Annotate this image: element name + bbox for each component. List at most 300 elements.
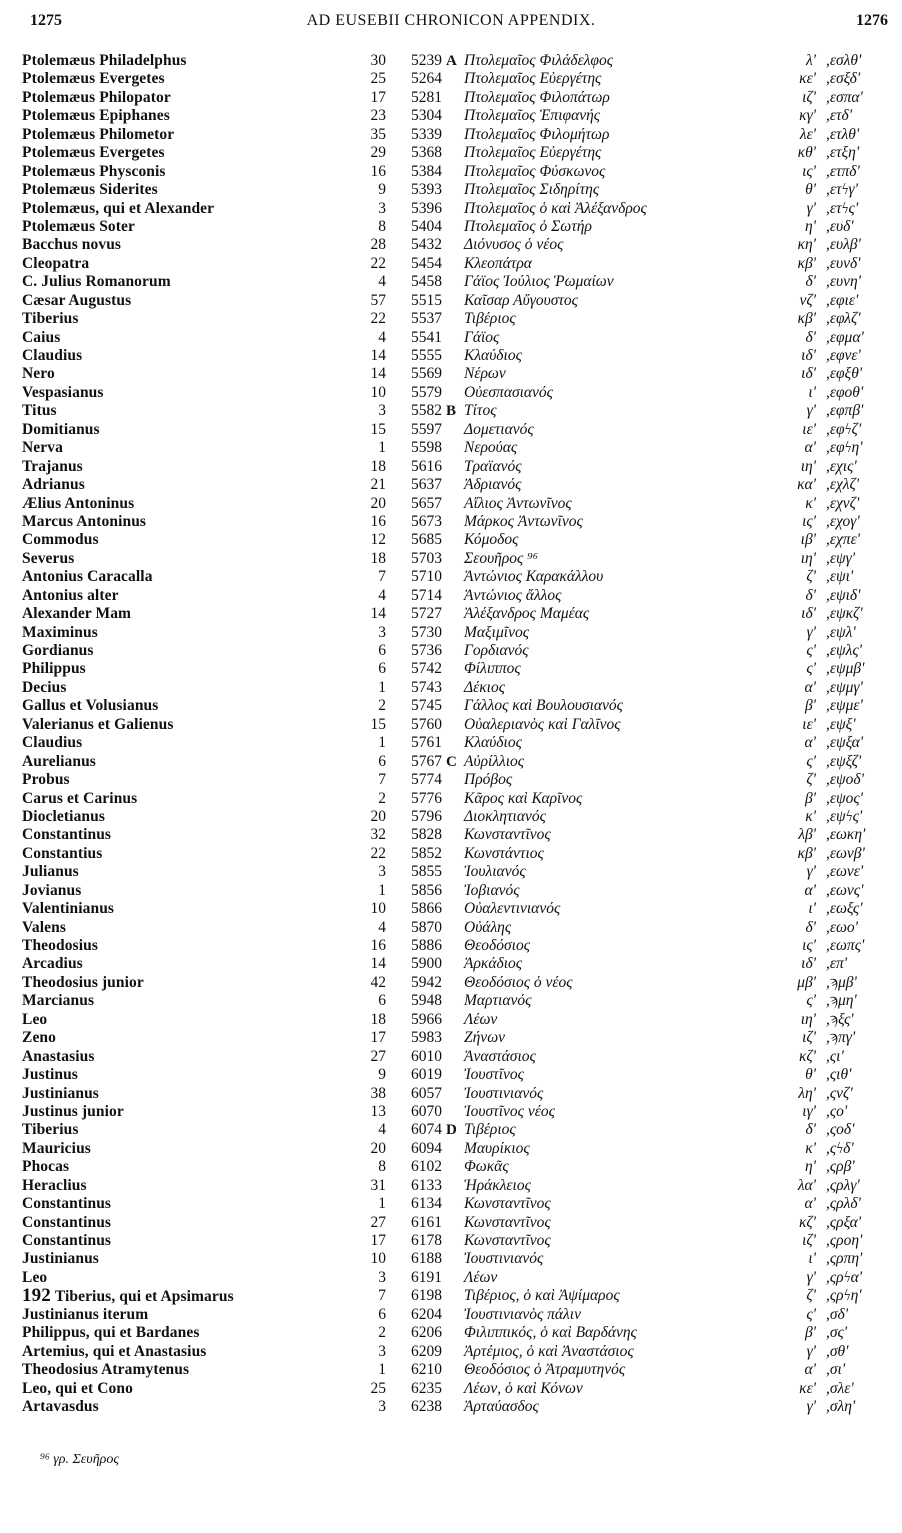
greek-reign-years: ιδ': [801, 365, 816, 383]
greek-ruler-name: Πτολεμαῖος ὁ Σωτήρ: [464, 217, 592, 235]
reign-years: 16: [370, 162, 386, 180]
table-row: [0, 955, 902, 973]
greek-reign-years: μβ': [797, 973, 816, 991]
greek-anno-mundi: ,εφνε': [826, 347, 861, 364]
anno-mundi: 5761: [411, 734, 442, 752]
greek-anno-mundi: ,ςι': [826, 1047, 844, 1065]
table-row: [0, 697, 902, 715]
greek-ruler-name: Πτολεμαῖος Φιλοπάτωρ: [464, 88, 610, 106]
latin-ruler-name: Gallus et Volusianus: [22, 697, 159, 715]
greek-ruler-name: Ἀντώνιος ἄλλος: [464, 586, 562, 604]
latin-ruler-name: Philippus: [22, 660, 86, 678]
anno-mundi: 6134: [411, 1195, 442, 1213]
greek-ruler-name: Ἀλέξανδρος Μαμέας: [464, 605, 590, 623]
latin-ruler-name: Titus: [22, 402, 57, 420]
greek-anno-mundi: ,εψξζ': [826, 752, 862, 770]
reign-years: 31: [370, 1176, 386, 1194]
greek-ruler-name: Πτολεμαῖος Φύσκωνος: [464, 162, 606, 180]
latin-ruler-name: Caius: [22, 328, 61, 346]
table-row: [0, 384, 902, 402]
greek-anno-mundi: ,εωκη': [826, 826, 866, 844]
table-row: [0, 402, 902, 420]
section-mark: C: [446, 753, 457, 770]
table-row: [0, 1398, 902, 1416]
anno-mundi: 6191: [411, 1268, 442, 1286]
greek-anno-mundi: ,ετξη': [826, 144, 860, 162]
anno-mundi: 5404: [411, 217, 442, 235]
latin-ruler-name: Claudius: [22, 734, 83, 752]
table-row: [0, 458, 902, 476]
anno-mundi: 5597: [411, 420, 442, 438]
table-row: [0, 753, 902, 771]
reign-years: 1: [378, 734, 386, 752]
greek-reign-years: β': [804, 697, 816, 715]
latin-ruler-name: Theodosius: [22, 937, 98, 954]
latin-ruler-name: Ptolemæus Evergetes: [22, 70, 165, 88]
greek-ruler-name: Κωνστάντιος: [464, 844, 544, 862]
anno-mundi: 5657: [411, 494, 442, 512]
greek-anno-mundi: ,εωνβ': [826, 844, 865, 862]
anno-mundi: 6094: [411, 1139, 442, 1157]
greek-ruler-name: Θεοδόσιος ὁ νέος: [464, 973, 573, 991]
greek-anno-mundi: ,εψος': [826, 789, 863, 807]
latin-ruler-name: Cæsar Augustus: [22, 291, 132, 309]
greek-reign-years: α': [804, 1195, 816, 1213]
reign-years: 7: [378, 1287, 386, 1305]
greek-anno-mundi: ,εχις': [826, 457, 857, 475]
anno-mundi: 5714: [411, 586, 442, 604]
reign-years: 27: [370, 1213, 386, 1231]
latin-ruler-name: Antonius Caracalla: [22, 568, 153, 586]
greek-ruler-name: Ἰουστινιανός: [464, 1084, 544, 1102]
greek-reign-years: ιζ': [802, 1232, 816, 1249]
greek-reign-years: ζ': [806, 771, 816, 789]
left-page-number: 1275: [30, 12, 62, 29]
greek-anno-mundi: ,ςρλγ': [826, 1176, 860, 1194]
greek-ruler-name: Φωκᾶς: [464, 1158, 509, 1176]
greek-anno-mundi: ,ςρϟη': [826, 1287, 862, 1305]
anno-mundi: 5774: [411, 771, 442, 789]
greek-ruler-name: Ἀναστάσιος: [464, 1047, 536, 1065]
greek-ruler-name: Τιβέριος: [464, 310, 516, 328]
greek-anno-mundi: ,εψμε': [826, 697, 863, 715]
latin-ruler-name: Valentinianus: [22, 900, 115, 918]
latin-ruler-name: Julianus: [22, 863, 79, 881]
greek-ruler-name: Τιβέριος: [464, 1121, 516, 1139]
table-row: [0, 200, 902, 218]
greek-ruler-name: Οὐάλης: [464, 918, 512, 936]
greek-reign-years: α': [804, 1361, 816, 1379]
greek-ruler-name: Τίτος: [464, 402, 497, 420]
greek-anno-mundi: ,εψι': [826, 568, 854, 586]
reign-years: 6: [378, 1305, 386, 1323]
greek-reign-years: κβ': [797, 254, 816, 272]
greek-ruler-name: Οὐεσπασιανός: [464, 383, 553, 401]
latin-ruler-name: Domitianus: [22, 420, 100, 438]
table-row: [0, 845, 902, 863]
anno-mundi: 5569: [411, 365, 442, 383]
anno-mundi: 5856: [411, 881, 442, 899]
greek-ruler-name: Κωνσταντῖνος: [464, 826, 551, 844]
reign-years: 17: [370, 88, 386, 106]
reign-years: 57: [370, 291, 386, 309]
greek-reign-years: β': [804, 1324, 816, 1342]
anno-mundi: 5776: [411, 789, 442, 807]
anno-mundi: 6204: [411, 1305, 442, 1323]
anno-mundi: 5304: [411, 107, 442, 125]
latin-ruler-name: Probus: [22, 771, 70, 789]
greek-reign-years: α': [804, 734, 816, 752]
latin-ruler-name: Tiberius: [22, 1121, 79, 1139]
anno-mundi: 6133: [411, 1176, 442, 1194]
table-row: [0, 181, 902, 199]
greek-reign-years: η': [804, 1158, 816, 1176]
anno-mundi: 5685: [411, 531, 442, 549]
anno-mundi: 6209: [411, 1342, 442, 1360]
anno-mundi: 5537: [411, 310, 442, 328]
greek-ruler-name: Κόμοδος: [464, 531, 519, 549]
latin-ruler-name: Ptolemæus, qui et Alexander: [22, 199, 215, 217]
greek-anno-mundi: ,ςρϟα': [826, 1268, 863, 1286]
reign-years: 23: [370, 107, 386, 125]
table-row: [0, 476, 902, 494]
anno-mundi: 5582: [411, 402, 442, 420]
latin-ruler-name: Jovianus: [22, 881, 82, 899]
greek-anno-mundi: ,ετϟγ': [826, 181, 858, 199]
latin-ruler-name: Nerva: [22, 439, 63, 457]
reign-years: 7: [378, 771, 386, 789]
latin-ruler-name: Marcus Antoninus: [22, 512, 147, 530]
anno-mundi: 5239: [411, 52, 442, 69]
greek-ruler-name: Δομετιανός: [464, 420, 534, 438]
table-row: [0, 513, 902, 531]
greek-anno-mundi: ,εωο': [826, 918, 858, 936]
greek-anno-mundi: ,ςοδ': [826, 1121, 855, 1139]
greek-reign-years: ις': [802, 937, 816, 954]
latin-ruler-name: Valerianus et Galienus: [22, 715, 174, 733]
latin-ruler-name: Ptolemæus Philadelphus: [22, 52, 187, 69]
greek-ruler-name: Γάλλος καὶ Βουλουσιανός: [464, 697, 623, 715]
reign-years: 3: [378, 623, 386, 641]
anno-mundi: 5598: [411, 439, 442, 457]
reign-years: 18: [370, 549, 386, 567]
greek-anno-mundi: ,ϡξς': [826, 1010, 854, 1028]
reign-years: 2: [378, 789, 386, 807]
anno-mundi: 6057: [411, 1084, 442, 1102]
latin-ruler-name: Valens: [22, 918, 66, 936]
table-row: [0, 310, 902, 328]
greek-anno-mundi: ,ϡπγ': [826, 1029, 856, 1047]
greek-reign-years: κη': [797, 236, 816, 254]
table-row: [0, 70, 902, 88]
greek-ruler-name: Πτολεμαῖος Ἐπιφανής: [464, 107, 601, 125]
greek-ruler-name: Τραϊανός: [464, 457, 522, 475]
greek-ruler-name: Ἡράκλειος: [464, 1176, 531, 1194]
greek-ruler-name: Ζήνων: [464, 1029, 506, 1047]
anno-mundi: 5736: [411, 642, 442, 659]
latin-ruler-name: Justinianus iterum: [22, 1305, 149, 1323]
table-row: [0, 587, 902, 605]
greek-anno-mundi: ,εωπς': [826, 937, 865, 954]
latin-ruler-name: Diocletianus: [22, 807, 106, 825]
reign-years: 1: [378, 678, 386, 696]
reign-years: 18: [370, 1010, 386, 1028]
greek-anno-mundi: ,ετπδ': [826, 162, 860, 180]
table-row: [0, 660, 902, 678]
greek-ruler-name: Κωνσταντῖνος: [464, 1195, 551, 1213]
anno-mundi: 5730: [411, 623, 442, 641]
anno-mundi: 5541: [411, 328, 442, 346]
greek-anno-mundi: ,ςνζ': [826, 1084, 853, 1102]
latin-ruler-name: Philippus, qui et Bardanes: [22, 1324, 200, 1342]
reign-years: 32: [370, 826, 386, 844]
greek-reign-years: λβ': [798, 826, 816, 844]
table-row: [0, 218, 902, 236]
latin-ruler-name: Justinianus: [22, 1250, 99, 1268]
reign-years: 1: [378, 1361, 386, 1379]
anno-mundi: 6070: [411, 1102, 442, 1120]
reign-years: 6: [378, 992, 386, 1010]
latin-ruler-name: Constantinus: [22, 1213, 112, 1231]
greek-ruler-name: Μάρκος Ἀντωνῖνος: [464, 512, 583, 530]
anno-mundi: 6074: [411, 1121, 442, 1139]
table-row: [0, 1324, 902, 1342]
greek-reign-years: θ': [805, 1066, 816, 1084]
latin-ruler-name: Tiberius: [22, 310, 79, 328]
greek-reign-years: ι': [808, 1250, 816, 1268]
anno-mundi: 6178: [411, 1232, 442, 1249]
greek-ruler-name: Διόνυσος ὁ νέος: [464, 236, 564, 254]
greek-anno-mundi: ,εσλθ': [826, 52, 862, 69]
table-row: [0, 974, 902, 992]
reign-years: 20: [370, 494, 386, 512]
greek-anno-mundi: ,εσπα': [826, 88, 863, 106]
table-row: [0, 495, 902, 513]
anno-mundi: 5796: [411, 807, 442, 825]
anno-mundi: 6206: [411, 1324, 442, 1342]
greek-ruler-name: Μαρτιανός: [464, 992, 532, 1010]
table-row: [0, 550, 902, 568]
greek-reign-years: ιζ': [802, 88, 816, 106]
greek-ruler-name: Πτολεμαῖος Εὐεργέτης: [464, 70, 602, 88]
greek-reign-years: ιε': [802, 715, 816, 733]
greek-anno-mundi: ,ςρπη': [826, 1250, 863, 1268]
latin-ruler-name: Ptolemæus Physconis: [22, 162, 166, 180]
table-row: [0, 1140, 902, 1158]
anno-mundi: 5673: [411, 512, 442, 530]
greek-reign-years: ιζ': [802, 1029, 816, 1047]
reign-years: 9: [378, 1066, 386, 1084]
greek-reign-years: γ': [806, 1397, 816, 1415]
reign-years: 29: [370, 144, 386, 162]
latin-ruler-name: Commodus: [22, 531, 99, 549]
reign-years: 9: [378, 181, 386, 199]
greek-anno-mundi: ,ςρλδ': [826, 1195, 861, 1213]
table-row: [0, 1158, 902, 1176]
greek-ruler-name: Σεουῆρος ⁹⁶: [464, 549, 539, 567]
greek-ruler-name: Ἰουστῖνος: [464, 1066, 524, 1084]
greek-anno-mundi: ,εψμγ': [826, 678, 863, 696]
greek-reign-years: ιη': [800, 457, 816, 475]
anno-mundi: 5966: [411, 1010, 442, 1028]
table-row: [0, 421, 902, 439]
greek-ruler-name: Αὐρίλλιος: [464, 752, 525, 770]
reign-years: 17: [370, 1232, 386, 1249]
table-row: [0, 52, 902, 70]
greek-reign-years: ι': [808, 383, 816, 401]
greek-reign-years: ιε': [802, 420, 816, 438]
anno-mundi: 5432: [411, 236, 442, 254]
greek-reign-years: γ': [806, 402, 816, 420]
latin-ruler-name: C. Julius Romanorum: [22, 273, 171, 291]
greek-anno-mundi: ,εφοθ': [826, 383, 864, 401]
greek-reign-years: λε': [799, 125, 816, 143]
table-row: [0, 734, 902, 752]
anno-mundi: 5767: [411, 752, 442, 770]
greek-ruler-name: Κᾶρος καὶ Καρῖνος: [464, 789, 583, 807]
greek-reign-years: α': [804, 439, 816, 457]
latin-ruler-name: Ptolemæus Epiphanes: [22, 107, 170, 125]
anno-mundi: 5852: [411, 844, 442, 862]
greek-reign-years: λα': [797, 1176, 816, 1194]
greek-reign-years: ιη': [800, 549, 816, 567]
reign-years: 30: [370, 52, 386, 69]
greek-anno-mundi: ,ςο': [826, 1102, 848, 1120]
table-row: [0, 568, 902, 586]
table-row: [0, 1269, 902, 1287]
greek-ruler-name: Ἀρταύασδος: [464, 1397, 539, 1415]
greek-reign-years: κ': [805, 494, 816, 512]
greek-reign-years: δ': [805, 586, 816, 604]
anno-mundi: 5368: [411, 144, 442, 162]
greek-anno-mundi: ,εψμβ': [826, 660, 865, 678]
section-mark: D: [446, 1122, 457, 1139]
anno-mundi: 5515: [411, 291, 442, 309]
table-row: [0, 790, 902, 808]
table-row: [0, 439, 902, 457]
greek-anno-mundi: ,εψοδ': [826, 771, 864, 789]
reign-years: 16: [370, 512, 386, 530]
anno-mundi: 5458: [411, 273, 442, 291]
latin-ruler-name: Justinus junior: [22, 1102, 124, 1120]
greek-reign-years: ις': [802, 162, 816, 180]
latin-ruler-name: Bacchus novus: [22, 236, 122, 254]
page-title: AD EUSEBII CHRONICON APPENDIX.: [306, 12, 596, 29]
reign-years: 20: [370, 807, 386, 825]
reign-years: 7: [378, 568, 386, 586]
anno-mundi: 5900: [411, 955, 442, 973]
greek-reign-years: θ': [805, 181, 816, 199]
latin-ruler-name: Justinus: [22, 1066, 78, 1084]
greek-anno-mundi: ,εσξδ': [826, 70, 861, 88]
latin-ruler-name: Gordianus: [22, 642, 94, 659]
greek-anno-mundi: ,ςροη': [826, 1232, 863, 1249]
anno-mundi: 5555: [411, 347, 442, 364]
anno-mundi: 5703: [411, 549, 442, 567]
latin-ruler-name: Carus et Carinus: [22, 789, 138, 807]
anno-mundi: 5281: [411, 88, 442, 106]
table-row: [0, 1343, 902, 1361]
greek-ruler-name: Γάϊος: [464, 328, 500, 346]
greek-reign-years: γ': [806, 1268, 816, 1286]
table-row: [0, 624, 902, 642]
section-mark: A: [446, 53, 457, 69]
greek-anno-mundi: ,εφιε': [826, 291, 859, 309]
greek-anno-mundi: ,εφξθ': [826, 365, 863, 383]
table-row: [0, 1250, 902, 1268]
greek-reign-years: δ': [805, 918, 816, 936]
greek-ruler-name: Κλαύδιος: [464, 734, 522, 752]
greek-ruler-name: Πτολεμαῖος Φιλομήτωρ: [464, 125, 610, 143]
table-row: [0, 992, 902, 1010]
greek-anno-mundi: ,ευλβ': [826, 236, 861, 254]
greek-anno-mundi: ,εωνε': [826, 863, 864, 881]
greek-anno-mundi: ,εψξα': [826, 734, 864, 752]
anno-mundi: 5396: [411, 199, 442, 217]
greek-reign-years: η': [804, 217, 816, 235]
anno-mundi: 6019: [411, 1066, 442, 1084]
greek-reign-years: κα': [797, 476, 816, 494]
greek-reign-years: ις': [802, 512, 816, 530]
greek-ruler-name: Γάϊος Ἰούλιος Ῥωμαίων: [464, 273, 614, 291]
anno-mundi: 5637: [411, 476, 442, 494]
greek-anno-mundi: ,εφϟη': [826, 439, 863, 457]
reign-years: 14: [370, 605, 386, 623]
table-row: [0, 347, 902, 365]
greek-reign-years: ς': [806, 642, 816, 659]
latin-ruler-name: Constantinus: [22, 1232, 112, 1249]
anno-mundi: 5339: [411, 125, 442, 143]
greek-ruler-name: Νέρων: [464, 365, 506, 383]
anno-mundi: 6102: [411, 1158, 442, 1176]
anno-mundi: 5866: [411, 900, 442, 918]
greek-ruler-name: Κλεοπάτρα: [464, 254, 532, 272]
reign-years: 22: [370, 254, 386, 272]
table-row: [0, 1177, 902, 1195]
table-row: [0, 1011, 902, 1029]
latin-ruler-name: Ælius Antoninus: [22, 494, 135, 512]
reign-years: 4: [378, 918, 386, 936]
greek-ruler-name: Νερούας: [464, 439, 518, 457]
table-row: [0, 882, 902, 900]
reign-years: 21: [370, 476, 386, 494]
greek-anno-mundi: ,εψλ': [826, 623, 856, 641]
greek-ruler-name: Οὐαλεντινιανός: [464, 900, 561, 918]
greek-reign-years: κβ': [797, 310, 816, 328]
latin-ruler-name: Artavasdus: [22, 1397, 99, 1415]
reign-years: 25: [370, 70, 386, 88]
table-row: [0, 89, 902, 107]
latin-ruler-name: Alexander Mam: [22, 605, 132, 623]
reign-years: 14: [370, 955, 386, 973]
greek-anno-mundi: ,ευδ': [826, 217, 854, 235]
latin-ruler-name: Adrianus: [22, 476, 85, 494]
greek-anno-mundi: ,ϡμβ': [826, 973, 857, 991]
greek-anno-mundi: ,ευνη': [826, 273, 861, 291]
greek-anno-mundi: ,εωξς': [826, 900, 863, 918]
greek-reign-years: ς': [806, 992, 816, 1010]
greek-ruler-name: Δέκιος: [464, 678, 505, 696]
right-page-number: 1276: [856, 12, 888, 29]
table-row: [0, 107, 902, 125]
latin-ruler-name: Trajanus: [22, 457, 83, 475]
reign-years: 8: [378, 1158, 386, 1176]
greek-anno-mundi: ,ευνδ': [826, 254, 861, 272]
table-row: [0, 126, 902, 144]
greek-ruler-name: Πτολεμαῖος Εὐεργέτης: [464, 144, 602, 162]
greek-reign-years: ιδ': [801, 347, 816, 364]
chronicle-table: [0, 52, 902, 1416]
